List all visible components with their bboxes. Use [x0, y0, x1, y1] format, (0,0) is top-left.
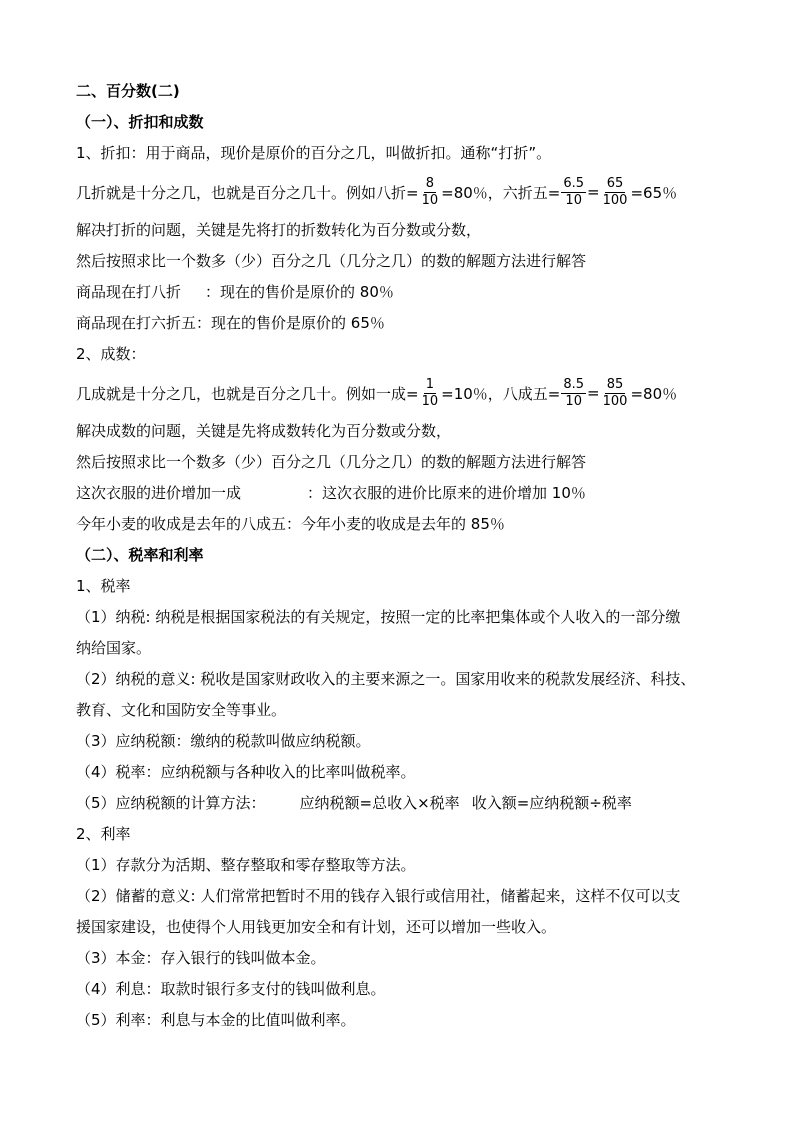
fraction	[420, 176, 441, 209]
text: ：现在的售价是原价的 80％	[205, 283, 394, 301]
text: 商品现在打八折	[76, 283, 182, 301]
fraction-denominator: 10	[565, 393, 582, 409]
text: =65％	[630, 183, 678, 202]
paragraph: （4）税率：应纳税额与各种收入的比率叫做税率。	[76, 763, 416, 781]
text: =	[587, 384, 600, 402]
paragraph: （3）应纳税额：缴纳的税款叫做应纳税额。	[76, 732, 371, 750]
fraction-denominator: 10	[565, 192, 582, 208]
formula: 收入额=应纳税额÷税率	[471, 794, 632, 812]
subheading: 2、利率	[76, 825, 131, 843]
text: =80％，六折五=	[441, 183, 561, 202]
paragraph: 1、折扣：用于商品，现价是原价的百分之几，叫做折扣。通称“打折”。	[76, 144, 552, 162]
text: =80％	[630, 384, 678, 403]
paragraph: （5）利率：利息与本金的比值叫做利率。	[76, 1011, 356, 1029]
text: ：这次衣服的进价比原来的进价增加 10％	[307, 484, 586, 502]
document-page	[76, 76, 726, 1036]
fraction-numerator: 1	[425, 376, 434, 392]
fraction-numerator: 8.5	[563, 376, 585, 392]
fraction	[601, 377, 630, 410]
paragraph: （2）储蓄的意义: 人们常常把暂时不用的钱存入银行或信用社，储蓄起来，这样不仅可以支	[76, 887, 681, 905]
subheading: 1、税率	[76, 577, 131, 595]
text: 几折就是十分之几，也就是百分之几十。例如八折=	[76, 183, 419, 202]
fraction	[601, 176, 630, 209]
text: =10％，八成五=	[441, 384, 561, 403]
section-heading-discount: （一）、折扣和成数	[76, 113, 204, 131]
fraction-line-cheng	[76, 370, 726, 416]
paragraph: 然后按照求比一个数多（少）百分之几（几分之几）的数的解题方法进行解答	[76, 252, 587, 270]
formula: 应纳税额=总收入×税率	[299, 794, 460, 812]
fraction-denominator: 100	[602, 192, 628, 208]
paragraph: 纳给国家。	[76, 639, 152, 657]
text: 几成就是十分之几，也就是百分之几十。例如一成=	[76, 384, 419, 403]
fraction-numerator: 85	[606, 376, 624, 392]
fraction-denominator: 10	[421, 192, 439, 208]
text: （5）应纳税额的计算方法：	[76, 794, 266, 812]
fraction-line-discount	[76, 169, 726, 215]
fraction	[420, 377, 441, 410]
formula-line	[76, 788, 726, 819]
paragraph: 解决成数的问题，关键是先将成数转化为百分数或分数，	[76, 422, 452, 440]
paragraph: 2、成数：	[76, 345, 146, 363]
fraction-denominator: 10	[421, 393, 439, 409]
fraction	[561, 176, 586, 209]
fraction-denominator: 100	[602, 393, 628, 409]
paragraph: 援国家建设，也使得个人用钱更加安全和有计划，还可以增加一些收入。	[76, 918, 557, 936]
paragraph: （4）利息：取款时银行多支付的钱叫做利息。	[76, 980, 386, 998]
example-line: 今年小麦的收成是去年的八成五：今年小麦的收成是去年的 85％	[76, 515, 505, 533]
doc-title: 二、百分数(二)	[76, 82, 180, 100]
example-line: 商品现在打六折五：现在的售价是原价的 65％	[76, 314, 385, 332]
paragraph: 然后按照求比一个数多（少）百分之几（几分之几）的数的解题方法进行解答	[76, 453, 587, 471]
paragraph: 解决打折的问题，关键是先将打的折数转化为百分数或分数，	[76, 221, 482, 239]
paragraph: （1）纳税: 纳税是根据国家税法的有关规定，按照一定的比率把集体或个人收入的一部分缴	[76, 608, 681, 626]
section-heading-tax: （二）、税率和利率	[76, 546, 204, 564]
fraction-numerator: 6.5	[563, 175, 585, 191]
example-line	[76, 277, 726, 308]
text: =	[587, 183, 600, 201]
paragraph: （3）本金：存入银行的钱叫做本金。	[76, 949, 326, 967]
fraction	[561, 377, 586, 410]
fraction-numerator: 65	[606, 175, 624, 191]
example-line	[76, 478, 726, 509]
paragraph: （1）存款分为活期、整存整取和零存整取等方法。	[76, 856, 416, 874]
fraction-numerator: 8	[425, 175, 434, 191]
paragraph: 教育、文化和国防安全等事业。	[76, 701, 287, 719]
paragraph: （2）纳税的意义: 税收是国家财政收入的主要来源之一。国家用收来的税款发展经济、科技、	[76, 670, 696, 688]
text: 这次衣服的进价增加一成	[76, 484, 242, 502]
